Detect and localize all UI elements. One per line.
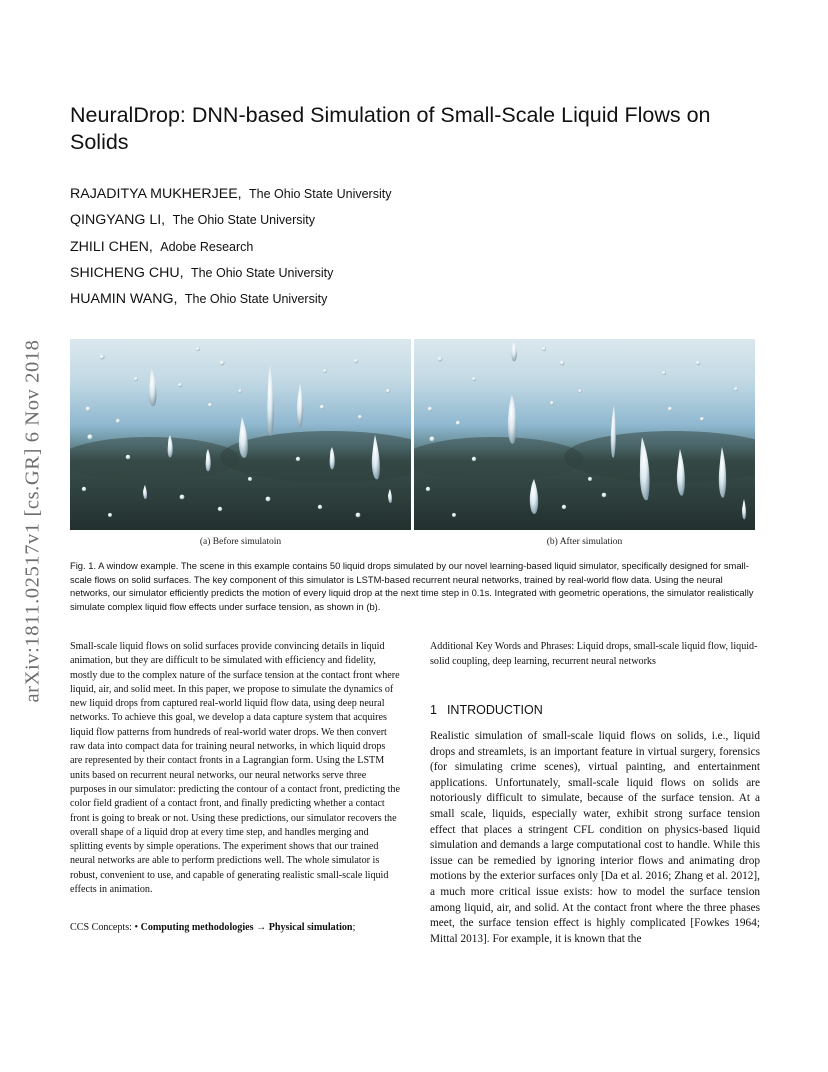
liquid-drop <box>542 347 546 351</box>
author-entry <box>70 211 391 237</box>
liquid-drop <box>180 495 185 500</box>
liquid-drop <box>602 493 607 498</box>
liquid-drop <box>550 401 554 405</box>
liquid-drop <box>323 369 327 373</box>
author-affiliation: The Ohio State University <box>184 292 328 307</box>
liquid-drop <box>220 361 225 366</box>
author-entry <box>70 290 391 316</box>
author-affiliation: Adobe Research <box>160 239 254 254</box>
author-entry <box>70 264 391 290</box>
section-heading <box>430 703 543 717</box>
arxiv-identifier <box>22 286 44 756</box>
photo-before-simulation <box>70 339 411 530</box>
liquid-drop <box>438 357 443 362</box>
liquid-drop <box>560 361 565 366</box>
liquid-drop <box>116 419 120 423</box>
liquid-drop <box>248 477 252 481</box>
liquid-drop <box>178 383 182 387</box>
author-affiliation: The Ohio State University <box>190 265 334 280</box>
liquid-drop <box>87 434 92 439</box>
author-entry <box>70 238 391 264</box>
liquid-drop <box>662 371 666 375</box>
liquid-drop <box>100 355 105 360</box>
liquid-drop <box>472 457 476 461</box>
liquid-drop <box>356 513 361 518</box>
liquid-drop <box>452 513 456 517</box>
liquid-drop <box>456 421 460 425</box>
liquid-drop <box>430 437 435 442</box>
liquid-drop <box>126 455 131 460</box>
liquid-drop <box>108 513 112 517</box>
liquid-drop <box>426 487 430 491</box>
liquid-drop <box>208 403 212 407</box>
liquid-drop <box>734 387 738 391</box>
liquid-drop <box>218 507 222 511</box>
liquid-drop <box>358 415 362 419</box>
introduction-text: Realistic simulation of small-scale liquid flows on solids, i.e., liquid drops and streamlets, is an important feature in virtual surgery, forensics (for simulating crime scenes), virtual painting, and entertainment applications. Unfortunately, small-scale liquid flows on solids are notoriously difficult to simulate, because of the surface tension. At a small scale, liquids, especially water, exhibit strong surface tension effect that places a stringent CFL condition on physics-based liquid simulation and demands a large computational cost to handle. While this issue can be remedied by ignoring interior flows and animating drop motions by the exterior surfaces only [Da et al. 2016; Zhang et al. 2012], a much more critical issue exists: how to model the surface tension among liquid, air, and solid. At the contact front where the three phases meet, the surface tension effect is highly complicated [Fowkes 1964; Mittal 2013]. For example, it is known that the <box>430 730 760 945</box>
arxiv-identifier-text: arXiv:1811.02517v1 [cs.GR] 6 Nov 2018 <box>21 339 44 703</box>
author-name: QINGYANG LI, <box>70 212 166 229</box>
author-list <box>70 185 391 316</box>
liquid-drop <box>266 497 271 502</box>
author-name: SHICHENG CHU, <box>70 264 184 281</box>
section-number: 1 <box>430 703 437 717</box>
liquid-drop <box>86 407 91 412</box>
liquid-drop <box>238 389 242 393</box>
ccs-bold: Computing methodologies → Physical simulation <box>140 922 353 933</box>
ccs-suffix: ; <box>352 922 356 933</box>
paper-title: NeuralDrop: DNN-based Simulation of Small-Scale Liquid Flows on Solids <box>70 103 711 154</box>
liquid-drop <box>296 457 300 461</box>
subcaption-after: (b) After simulation <box>546 537 623 547</box>
keywords: Additional Key Words and Phrases: Liquid drops, small-scale liquid flow, liquid-solid coupling, deep learning, recurrent neural networks <box>430 641 758 667</box>
liquid-drop <box>82 487 86 491</box>
liquid-drop <box>700 417 704 421</box>
liquid-drop <box>562 505 566 509</box>
liquid-drop <box>428 407 433 412</box>
author-entry <box>70 185 391 211</box>
liquid-drop <box>578 389 582 393</box>
liquid-drop <box>320 405 324 409</box>
subcaption-before: (a) Before simulatoin <box>199 537 282 547</box>
author-name: ZHILI CHEN, <box>70 238 153 255</box>
author-affiliation: The Ohio State University <box>249 187 392 201</box>
liquid-drop <box>134 377 138 381</box>
ccs-prefix: CCS Concepts: • <box>70 922 141 933</box>
figure-window-example <box>70 339 755 530</box>
author-name: HUAMIN WANG, <box>70 291 178 308</box>
liquid-drop <box>318 505 322 509</box>
liquid-drop <box>668 407 672 411</box>
liquid-drop <box>472 377 476 381</box>
author-affiliation: The Ohio State University <box>172 213 316 228</box>
liquid-drop <box>196 347 200 351</box>
liquid-drop <box>354 359 358 363</box>
photo-after-simulation <box>414 339 755 530</box>
author-name: RAJADITYA MUKHERJEE, <box>70 186 242 202</box>
abstract: Small-scale liquid flows on solid surfaces provide convincing details in liquid animation, but they are difficult to be simulated with efficiency and fidelity, mostly due to the complex nature of the surface tension at the contact front where liquid, air, and solid meet. In this paper, we propose to simulate the dynamics of new liquid drops from captured real-world liquid flow data, using deep neural networks. To achieve this goal, we develop a data capture system that acquires liquid flow patterns from hundreds of real-world water drops. We then convert raw data into compact data for training neural networks, in which liquid drops are represented by their contact fronts in a Lagrangian form. Using the LSTM units based on recurrent neural networks, our neural networks serve three purposes in our simulator: predicting the contour of a contact front, predicting the color field gradient of a contact front, and finally predicting whether a contact front is going to break or not. Using these predictions, our simulator recovers the overall shape of a liquid drop at every time step, and handles merging and splitting events by simple operations. The experiment shows that our trained neural networks are able to perform predictions well. The whole simulator is robust, convenient to use, and capable of generating realistic small-scale liquid effects in animation. <box>70 641 400 896</box>
section-title: INTRODUCTION <box>446 703 543 717</box>
liquid-drop <box>696 361 700 365</box>
figure-caption: Fig. 1. A window example. The scene in this example contains 50 liquid drops simulated by our novel learning-based liquid simulator, specifically designed for small-scale flows on solid surfaces. The key component of this simulator is LSTM-based recurrent neural networks, trained by real-world flow data. Using the neural networks, our simulator efficiently predicts the motion of every liquid drop at the next time step in 0.1s. Integrated with geometric operations, the simulator realistically simulate complex liquid flow effects under surface tension, as shown in (b). <box>70 560 754 612</box>
liquid-drop <box>588 477 592 481</box>
ccs-concepts <box>70 921 410 935</box>
liquid-drop <box>386 389 390 393</box>
